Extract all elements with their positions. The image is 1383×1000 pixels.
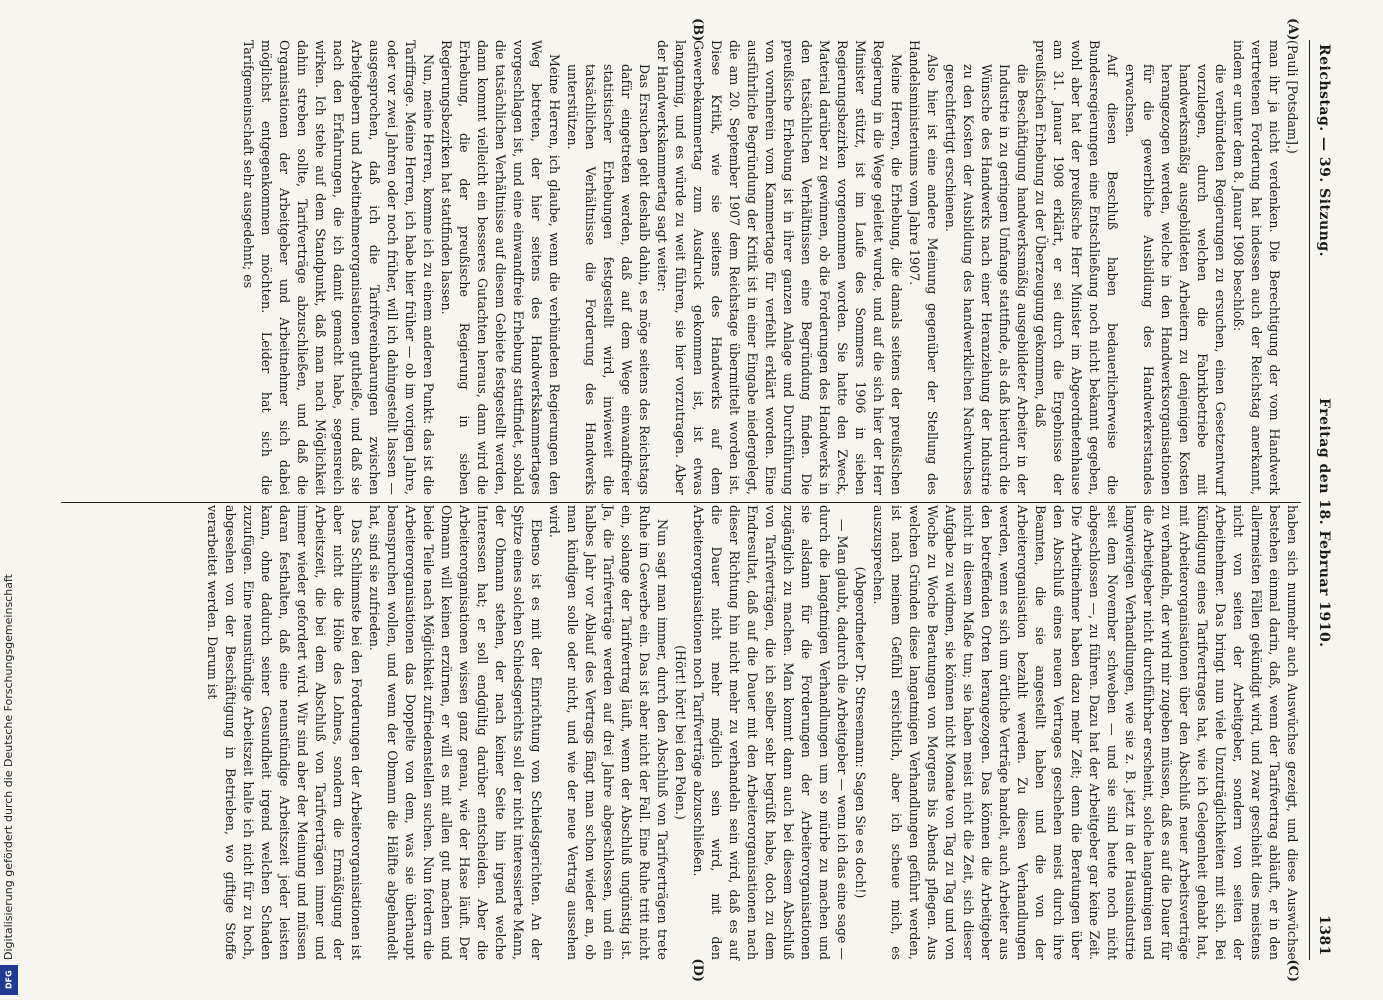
paragraph: Auf diesen Beschluß haben bedauerlicherweise die Bundesregierungen eine Entschließung noch nicht bekannt gegeben, wohl aber hat der preußische Herr Minister im Abgeordnetenhause am 31. Januar 1908 erklärt, er sei durch die Ergebnisse der preußischen Erhebung zu der Überzeugung gekommen, daß <box>1033 40 1120 495</box>
paragraph: Nun sagt man immer, durch den Abschluß von Tarifverträgen trete Ruhe im Gewerbe ein. Das ist aber nicht der Fall. Eine Ruhe tritt nicht ein, solange der Tarifvertrag läuft, wenn der Abschluß ungünstig ist. Ja, die Tarifverträge werden auf drei Jahre abgeschlossen, und ein halbes Jahr vor Ablauf des Vertrags fängt man schon wieder an, ob man kündigen solle oder nicht, und wie der neue Vertrag aussehen wird. <box>547 505 670 960</box>
paragraph: die verbündeten Regierungen zu ersuchen, einen Gesetzentwurf vorzulegen, durch welchen die Fabrikbetriebe mit handwerksmäßig ausgebildeten Arbeitern zu denjenigen Kosten herangezogen werden, welche in den Handwerksorganisationen für die gewerbliche Ausbildung des Handwerkerstandes erwachsen. <box>1123 64 1228 495</box>
page-number: 1381 <box>1316 915 1332 956</box>
header-left: Reichstag. — 39. Sitzung. <box>1316 44 1332 257</box>
paragraph: Meine Herren, die Erhebung, die damals seitens der preußischen Regierung in die Wege geleitet wurde, und auf die sich hier der Herr Minister stützt, ist im Laufe des Sommers 1906 in sieben Regierungsbezirken vorgenommen worden. Sie hatte den Zweck, Material darüber zu gewinnen, ob die Forderungen des Handwerks in den tatsächlichen Verhältnissen eine Begründung finden. Die preußische Erhebung ist in ihrer ganzen Anlage und Durchführung von vornherein vom Kammertage für verfehlt erklärt worden. Eine ausführliche Begründung der Kritik ist in einer Eingabe niedergelegt, die am 20. September 1907 dem Reichstage übermittelt worden ist. Diese Kritik, wie sie seitens des Handwerks auf dem Gewerbekammertag zum Ausdruck gekommen ist, ist etwas langatmig, und es würde zu weit führen, sie hier vorzutragen. Aber der Handwerkskammertag sagt weiter: <box>655 40 904 495</box>
paragraph: (Abgeordneter Dr. Stresemann: Sagen Sie es doch!) <box>853 566 868 899</box>
text-columns <box>61 18 1301 982</box>
margin-marker-a: (A) <box>1285 18 1300 41</box>
digitization-credit: Digitalisierung gefördert durch die Deutsche Forschungsgemeinschaft <box>2 574 15 960</box>
dfg-logo: DFG <box>0 965 18 995</box>
left-column <box>61 18 1301 495</box>
margin-marker-b: (B) <box>690 18 705 42</box>
margin-marker-c: (C) <box>1285 959 1300 982</box>
paragraph: Das Schlimmste bei den Forderungen der Arbeiterorganisationen ist aber nicht die Höhe des Lohnes, sondern die Ermäßigung der Arbeitszeit, die bei dem Abschluß von Tarifverträgen immer und immer wieder gefordert wird. Wir sind aber der Meinung und müssen daran festhalten, daß eine neunstündige Arbeitszeit jeder leisten kann, ohne dadurch seiner Gesundheit irgend welchen Schaden zuzufügen. Eine neunstündige Arbeitszeit halte ich nicht für zu hoch, abgesehen von der Beschäftigung in Betrieben, wo giftige Stoffe verarbeitet werden. Darum ist <box>205 505 364 960</box>
document-page <box>40 18 1340 982</box>
paragraph: Nun, meine Herren, komme ich zu einem anderen Punkt: das ist die Tariffrage. Meine Herren, ich habe hier früher — ob im vorigen Jahre, oder vor zwei Jahren oder noch früher, will ich dahingestellt lassen — ausgesprochen, daß ich die Tarifvereinbarungen zwischen Arbeitgebern und Arbeitnehmerorganisationen gutheiße, und daß sie nach den Erfahrungen, die ich damit gemacht habe, segensreich wirken. Ich stehe auf dem Standpunkt, daß man nach Möglichkeit dahin streben sollte, Tarifverträge abzuschließen, und daß die Organisationen der Arbeitgeber und Arbeitnehmer sich dabei möglichst entgegenkommen möchten. Leider hat sich die Tarifgemeinschaft sehr ausgedehnt; es <box>241 40 436 495</box>
paragraph: (Pauli [Potsdam].) <box>1285 40 1300 154</box>
paragraph: Also hier ist eine andere Meinung gegenüber der Stellung des Handelsministeriums vom Jahre 1907. <box>907 40 940 495</box>
paragraph: man ihr ja nicht verdenken. Die Berechtigung der vom Handwerk vertretenen Forderung hat indessen auch der Reichstag anerkannt, indem er unter dem 8. Januar 1908 beschloß: <box>1231 40 1282 495</box>
paragraph: (Hört! hört! bei den Polen.) <box>673 645 688 820</box>
page-header <box>1309 40 1334 960</box>
paragraph: Ebenso ist es mit der Einrichtung von Schiedsgerichten. An der Spitze eines solchen Schiedsgerichts soll der nicht interessierte Mann, der Obmann stehen, der nach keiner Seite hin irgend welche Interessen hat; er soll endgültig darüber entscheiden. Aber die Arbeiterorganisationen wissen ganz genau, wie der Hase läuft. Der Obmann will keinen erzürnen, er will es mit allen gut machen und beide Teile nach Möglichkeit zufriedenstellen suchen. Nun fordern die Arbeiterorganisationen das Doppelte von dem, was sie überhaupt beanspruchen wollen, und wenn der Obmann die Hälfte abgehandelt hat, sind sie zufrieden. <box>367 505 544 960</box>
header-date: Freitag den 18. Februar 1910. <box>1316 398 1332 648</box>
paragraph: die Beschäftigung handwerksmäßig ausgebildeter Arbeiter in der Industrie in zu geringem Umfange stattfinde, als daß hierdurch die Wünsche des Handwerks nach einer Heranziehung der Industrie zu den Kosten der Ausbildung des handwerklichen Nachwuchses gerechtfertigt erschienen. <box>943 64 1030 495</box>
right-column <box>61 505 1301 982</box>
paragraph: — Man glaubt, dadurch die Arbeitgeber — wenn ich das eine sage — durch die langatmigen Verhandlungen um so mürbe zu machen und sie alsdann für die Forderungen der Arbeiterorganisationen zugänglich zu machen. Man kommt dann auch bei diesem Abschluß von Tarifverträgen, die ich selber sehr begrüßt habe, doch zu dem Endresultat, daß auf die Dauer mit den Arbeiterorganisationen nach dieser Richtung hin nicht mehr zu verhandeln sein wird, daß es auf die Dauer nicht mehr möglich sein wird, mit den Arbeiterorganisationen noch Tarifverträge abzuschließen. <box>691 505 850 960</box>
paragraph: Meine Herren, ich glaube, wenn die verbündeten Regierungen den Weg betreten, der hier seitens des Handwerkskammertages vorgeschlagen ist, und eine einwandfreie Erhebung stattfindet, sobald die tatsächlichen Verhältnisse auf diesem Gebiete festgestellt werden, dann kommt vielleicht ein besseres Gutachten heraus, dann wird die Erhebung, die der preußische Regierung in sieben Regierungsbezirken hat stattfinden lassen. <box>439 40 562 495</box>
paragraph: Das Ersuchen geht deshalb dahin, es möge seitens des Reichstags dafür eingetreten werden, daß auf dem Wege einwandfreier statistischer Erhebungen festgestellt wird, inwieweit die tatsächlichen Verhältnisse die Forderung des Handwerks unterstützen. <box>565 64 652 495</box>
column-divider <box>61 502 1301 503</box>
margin-marker-d: (D) <box>690 958 705 982</box>
paragraph: haben sich nunmehr auch Auswüchse gezeigt, und diese Auswüchse bestehen einmal darin, daß, wenn der Tarifvertrag abläuft, er in den allermeisten Fällen gekündigt wird, und zwar geschieht dies meistens nicht von seiten der Arbeitgeber, sondern von seiten der Arbeitnehmer. Das bringt nun viele Unzuträglichkeiten mit sich. Bei Kündigung eines Tarifvertrages hat, wie ich Gelegenheit gehabt hat, mit Arbeiterorganisationen über den Abschluß neuer Arbeitsverträge zu verhandeln, der wird mir zugeben müssen, daß es auf die Dauer für die Arbeitgeber nicht durchführbar erscheint, solche langatmigen und langwierigen Verhandlungen, wie sie z. B. jetzt in der Hausindustrie seit dem November schweben — und sie sind heute noch nicht abgeschlossen —, zu führen. Dazu hat der Arbeitgeber gar keine Zeit. Die Arbeitnehmer haben dazu mehr Zeit; denn die Beratungen über den Abschluß eines neuen Vertrages geschehen meist durch ihre Beamten, die sie angestellt haben und die von der Arbeiterorganisation bezahlt werden. Zu diesen Verhandlungen werden, wenn es sich um örtliche Verträge handelt, auch Arbeiter aus den betreffenden Orten herangezogen. Das können die Arbeitgeber nicht in diesem Maße tun; sie haben meist nicht die Zeit, sich dieser Aufgabe zu widmen, sie können nicht Monate von Tag zu Tag und von Woche zu Woche Beratungen von Morgens bis Abends pflegen. Aus welchen Gründen diese langatmigen Verhandlungen geführt werden, ist nach meinem Gefühl ersichtlich, aber ich scheue mich, es auszusprechen. <box>871 505 1300 960</box>
